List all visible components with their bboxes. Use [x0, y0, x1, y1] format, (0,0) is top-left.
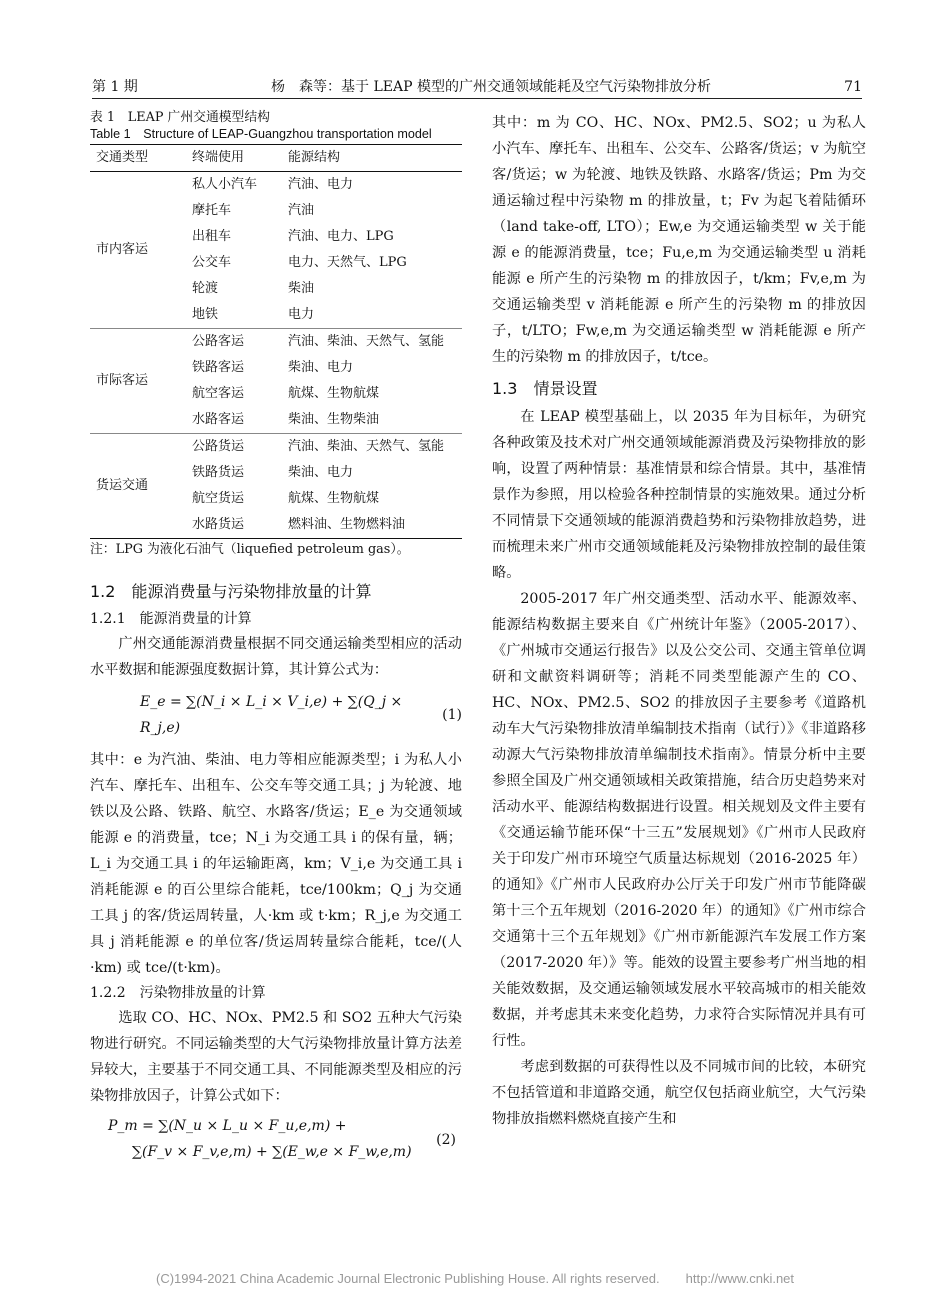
table-end-use-cell: 地铁 [186, 302, 282, 329]
table-caption-en: Table 1 Structure of LEAP-Guangzhou transportation model [90, 127, 432, 141]
equation-line: P_m = ∑(N_u × L_u × F_u,e,m) + [108, 1118, 347, 1134]
table-end-use-cell: 航空货运 [192, 491, 245, 506]
table-energy-cell: 航煤、生物航煤 [288, 386, 380, 401]
table-row [90, 329, 462, 356]
right-column [492, 110, 866, 1132]
paragraph: 在 LEAP 模型基础上，以 2035 年为目标年，为研究各种政策及技术对广州交通领域能源消费及污染物排放的影响，设置了两种情景：基准情景和综合情景。其中，基准情景作为参照，用以检验各种控制情景的实施效果。通过分析不同情景下交通领域的能源消费趋势和污染物排放趋势，进而梳理未来广州市交通领域能耗及污染物排放控制的最佳策略。 [492, 409, 866, 581]
table-energy-cell: 柴油、电力 [288, 360, 354, 375]
copyright-footer: (C)1994-2021 China Academic Journal Electronic Publishing House. All rights reserved. http://www.cnki.net [155, 1271, 795, 1286]
table-energy-cell: 电力 [282, 302, 462, 329]
table-header-row [90, 145, 462, 172]
issue-label: 第 1 期 [92, 79, 138, 95]
table-header-cell: 终端使用 [186, 145, 282, 172]
table-end-use-cell: 铁路货运 [192, 465, 245, 480]
table-row [90, 172, 462, 199]
table-category-cell: 货运交通 [96, 478, 149, 493]
table-end-use-cell: 轮渡 [192, 281, 219, 296]
equation-number: (1) [442, 707, 462, 723]
table-energy-cell: 汽油、柴油、天然气、氢能 [288, 334, 445, 349]
table-energy-cell: 柴油、生物柴油 [282, 407, 462, 434]
table-caption-cn: 表 1 LEAP 广州交通模型结构 [90, 110, 270, 125]
table-energy-cell: 柴油、电力 [288, 465, 354, 480]
header-rule [92, 98, 862, 99]
table-end-use-cell: 摩托车 [192, 203, 232, 218]
paragraph: 2005-2017 年广州交通类型、活动水平、能源效率、能源结构数据主要来自《广州统计年鉴》（2005-2017）、《广州城市交通运行报告》以及公交公司、交通主管单位调研和文献资料调研等；消耗不同类型能源产生的 CO、HC、NOx、PM2.5、SO2 的排放因子主要参考《道路机动车大气污染物排放清单编制技术指南（试行）》《非道路移动源大气污染物排放清单编制技术指南》。情景分析中主要参照全国及广州交通领域相关政策措施，结合历史趋势来对活动水平、能源结构数据进行设置。相关规划及文件主要有《交通运输节能环保“十三五”发展规划》《广州市人民政府关于印发广州市环境空气质量达标规划（2016-2025 年）的通知》《广州市人民政府办公厅关于印发广州市节能降碳第十三个五年规划（2016-2020 年）的通知》《广州市综合交通第十三个五年规划》《广州市新能源汽车发展工作方案（2017-2020 年）》等。能效的设置主要参考广州当地的相关能效数据，及交通运输领域发展水平较高城市的相关能效数据，并考虑其未来变化趋势，力求符合实际情况并具有可行性。 [492, 591, 866, 1049]
table-end-use-cell: 铁路客运 [192, 360, 245, 375]
equation-body: E_e = ∑(N_i × L_i × V_i,e) + ∑(Q_j × R_j,e) [140, 694, 403, 736]
table-body [90, 172, 462, 539]
model-structure-table [90, 144, 462, 539]
subsection-heading: 1.2.2 污染物排放量的计算 [90, 985, 266, 1001]
table-end-use-cell: 公路货运 [192, 439, 245, 454]
page-header [92, 76, 862, 96]
equation-number: (2) [436, 1132, 456, 1148]
paragraph: 其中：e 为汽油、柴油、电力等相应能源类型；i 为私人小汽车、摩托车、出租车、公交车等交通工具；j 为轮渡、地铁以及公路、铁路、航空、水路客/货运；E_e 为交通领域能源 e 的消费量，tce；N_i 为交通工具 i 的保有量，辆；L_i 为交通工具 i 的年运输距离，km；V_i,e 为交通工具 i 消耗能源 e 的百公里综合能耗，tce/100km；Q_j 为交通工具 j 的客/货运周转量，人·km 或 t·km；R_j,e 为交通工具 j 消耗能源 e 的单位客/货运周转量综合能耗，tce/(人·km) 或 tce/(t·km)。 [90, 752, 462, 976]
running-title: 杨 森等：基于 LEAP 模型的广州交通领域能耗及空气污染物排放分析 [271, 79, 711, 95]
table-end-use-cell: 公交车 [192, 255, 232, 270]
table-energy-cell: 燃料油、生物燃料油 [288, 517, 406, 532]
table-row [90, 434, 462, 461]
section-heading: 1.2 能源消费量与污染物排放量的计算 [90, 582, 372, 601]
table-end-use-cell: 航空客运 [192, 386, 245, 401]
paragraph: 广州交通能源消费量根据不同交通运输类型相应的活动水平数据和能源强度数据计算，其计算公式为： [90, 636, 462, 678]
page-number: 71 [844, 79, 862, 95]
table-header-cell: 交通类型 [90, 145, 186, 172]
paragraph: 其中：m 为 CO、HC、NOx、PM2.5、SO2；u 为私人小汽车、摩托车、出租车、公交车、公路客/货运；v 为航空客/货运；w 为轮渡、地铁及铁路、水路客/货运；Pm 为交通运输过程中污染物 m 的排放量，t；Fv 为起飞着陆循环（land take-off, LTO）；Ew,e 为交通运输类型 w 关于能源 e 的能源消费量，tce；Fu,e,m 为交通运输类型 u 消耗能源 e 所产生的污染物 m 的排放因子，t/km；Fv,e,m 为交通运输类型 v 消耗能源 e 所产生的污染物 m 的排放因子，t/LTO；Fw,e,m 为交通运输类型 w 消耗能源 e 所产生的污染物 m 的排放因子，t/tce。 [492, 115, 866, 365]
equation-2 [90, 1109, 462, 1171]
table-end-use-cell: 水路货运 [192, 517, 245, 532]
table-energy-cell: 航煤、生物航煤 [288, 491, 380, 506]
table-category-cell: 市内客运 [90, 172, 186, 329]
equation-line: ∑(F_v × F_v,e,m) + ∑(E_w,e × F_w,e,m) [132, 1144, 412, 1160]
table-note: 注：LPG 为液化石油气（liquefied petroleum gas）。 [90, 542, 410, 557]
subsection-heading: 1.2.1 能源消费量的计算 [90, 611, 252, 627]
table-end-use-cell: 私人小汽车 [192, 177, 258, 192]
paragraph: 考虑到数据的可获得性以及不同城市间的比较，本研究不包括管道和非道路交通，航空仅包括商业航空，大气污染物排放指燃料燃烧直接产生和 [492, 1059, 866, 1127]
section-heading: 1.3 情景设置 [492, 379, 598, 398]
paragraph: 选取 CO、HC、NOx、PM2.5 和 SO2 五种大气污染物进行研究。不同运输类型的大气污染物排放量计算方法差异较大，主要基于不同交通工具、不同能源类型及相应的污染物排放因子，计算公式如下： [90, 1010, 462, 1104]
table-energy-cell: 汽油、电力、LPG [288, 229, 394, 244]
table-energy-cell: 柴油 [288, 281, 315, 296]
equation-1 [90, 683, 462, 747]
table-end-use-cell: 水路客运 [186, 407, 282, 434]
table-energy-cell: 汽油 [288, 203, 315, 218]
table-energy-cell: 汽油、电力 [288, 177, 354, 192]
table-end-use-cell: 公路客运 [192, 334, 245, 349]
table-end-use-cell: 出租车 [192, 229, 232, 244]
table-energy-cell: 汽油、柴油、天然气、氢能 [288, 439, 445, 454]
table-header-cell: 能源结构 [282, 145, 462, 172]
table-energy-cell: 电力、天然气、LPG [288, 255, 407, 270]
table-category-cell: 市际客运 [90, 329, 186, 434]
left-column [90, 110, 462, 1171]
